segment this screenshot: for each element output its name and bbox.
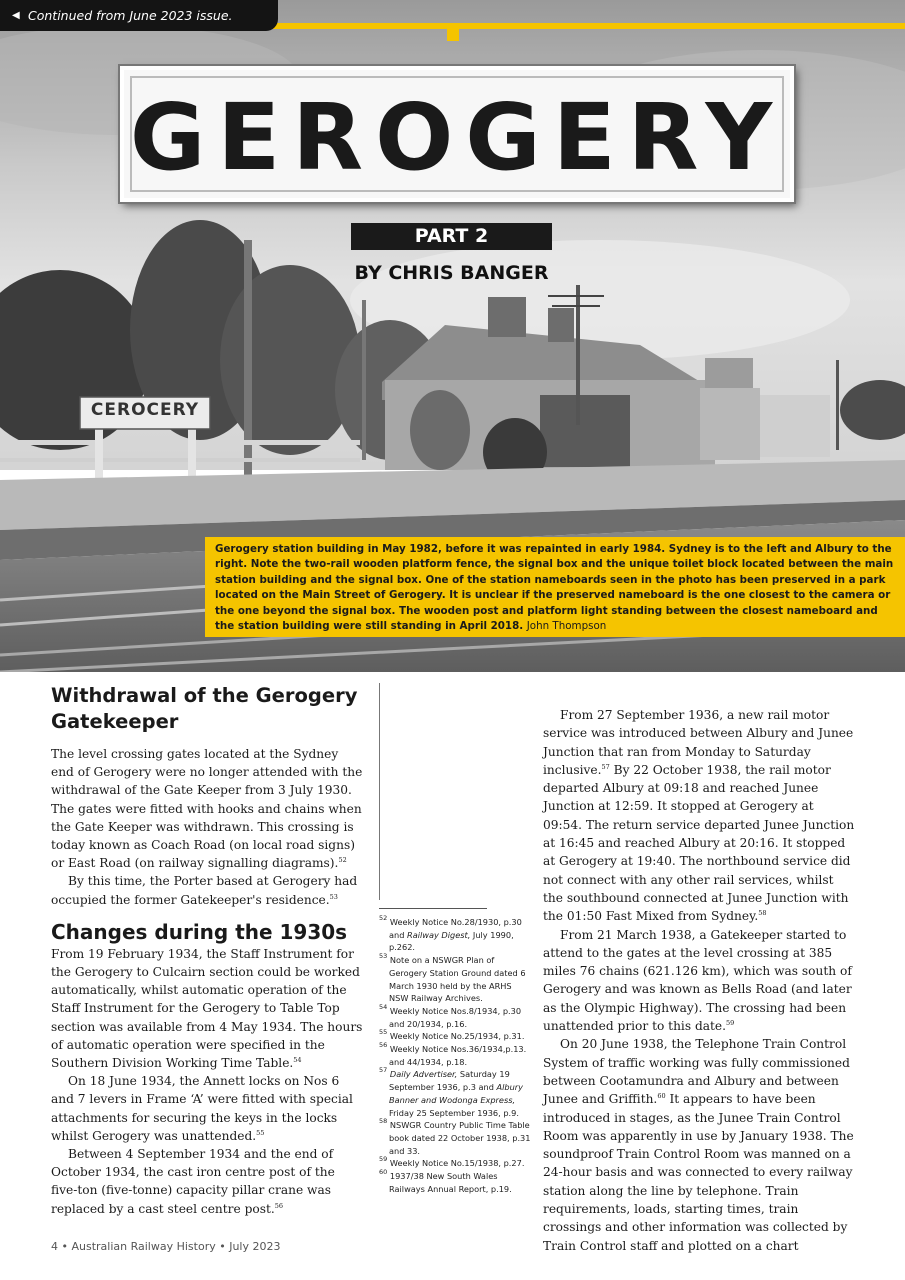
section-heading-1930s: Changes during the 1930s bbox=[51, 919, 348, 944]
header-rule bbox=[270, 23, 905, 29]
page-folio: 4 • Australian Railway History • July 2023 bbox=[51, 1240, 281, 1253]
footnote: $^{54}$ Weekly Notice Nos.8/1934, p.30 and 20/1934, p.16. bbox=[379, 1002, 522, 1029]
footnote-ref: 57 bbox=[601, 762, 610, 771]
footnote: $^{55}$ Weekly Notice No.25/1934, p.31. bbox=[379, 1028, 525, 1042]
paragraph: From 27 September 1936, a new rail motor service was introduced between Albury and Junee Junction that ran from Monday to Saturday inclusive.$^{57}$ By 22 October 1938, the rail motor departed Albury at 09:18 and reached Junee Junction at 12:59. It stopped at Gerogery at 09:54. The return service departed Junee Junction at 16:45 and reached Albury at 20:16. It stopped at Gerogery at 19:40. The northbound service did not connect with any other rail services, whilst the southbound connected at Junee Junction with the 01:50 Fast Mixed from Sydney.$^{58}$ bbox=[543, 708, 855, 924]
caption-text: Gerogery station building in May 1982, before it was repainted in early 1984. Sydney is to the left and Albury to the right. Note the two-rail wooden platform fence, the signal box and the unique toilet block located between the main station building and the signal box. One of the station nameboards seen in the photo has been preserved in a park located on the Main Street of Gerogery. It is unclear if the preserved nameboard is the one closest to the camera or the one beyond the signal box. The wooden post and platform light standing between the closest nameboard and the station building were still standing in April 2018. bbox=[215, 543, 894, 633]
section-heading-gatekeeper: Withdrawal of the Gerogery Gatekeeper bbox=[51, 684, 358, 733]
footnote: $^{52}$ Weekly Notice No.28/1930, p.30 and Railway Digest, July 1990, p.262. bbox=[379, 914, 522, 953]
continued-tab bbox=[0, 0, 278, 31]
footnote: $^{58}$ NSWGR Country Public Time Table book dated 22 October 1938, p.31 and 33. bbox=[379, 1117, 531, 1156]
column-3 bbox=[543, 706, 856, 1255]
paragraph: The level crossing gates located at the Sydney end of Gerogery were no longer attended with the withdrawal of the Gate Keeper from 3 July 1930. The gates were fitted with hooks and chains when the Gate Keeper was withdrawn. This crossing is today known as Coach Road (on local road signs) or East Road (on railway signalling diagrams).$^{52}$ bbox=[51, 747, 363, 871]
footnote: $^{56}$ Weekly Notice Nos.36/1934,p.13. and 44/1934, p.18. bbox=[379, 1041, 527, 1067]
byline: BY CHRIS BANGER bbox=[354, 262, 549, 284]
paragraph: By this time, the Porter based at Gerogery had occupied the former Gatekeeper's residence.$^{53}$ bbox=[51, 874, 358, 907]
part-label: PART 2 bbox=[351, 223, 552, 250]
header-rule-notch bbox=[447, 23, 459, 41]
article-title: GEROGERY bbox=[129, 83, 785, 191]
paragraph: On 18 June 1934, the Annett locks on Nos 6 and 7 levers in Frame ‘A’ were fitted with special attachments for securing the keys in the locks whilst Gerogery was unattended.$^{55}$ bbox=[51, 1074, 353, 1143]
nameboard-text: CEROCERY bbox=[90, 400, 200, 420]
footnote-ref: 54 bbox=[293, 1056, 302, 1065]
footnote-ref: 55 bbox=[256, 1128, 265, 1137]
footnote-rule bbox=[379, 908, 487, 909]
footnotes bbox=[379, 916, 531, 1195]
footnote-ref: 59 bbox=[726, 1019, 735, 1028]
footnote-ref: 52 bbox=[338, 856, 347, 865]
footnote-ref: 56 bbox=[274, 1201, 284, 1210]
continued-label: Continued from June 2023 issue. bbox=[28, 8, 233, 23]
column-divider bbox=[379, 683, 380, 900]
photo-credit: John Thompson bbox=[526, 620, 607, 633]
footnote-ref: 53 bbox=[329, 892, 338, 901]
footnote: $^{53}$ Note on a NSWGR Plan of Gerogery Station Ground dated 6 March 1930 held by the ARHS NSW Railway Archives. bbox=[379, 952, 526, 1004]
paragraph: From 19 February 1934, the Staff Instrument for the Gerogery to Culcairn section could be worked automatically, whilst automatic operation of the Staff Instrument for the Gerogery to Table Top section was available from 4 May 1934. The hours of automatic operation were specified in the Southern Division Working Time Table.$^{54}$ bbox=[51, 946, 363, 1071]
paragraph: On 20 June 1938, the Telephone Train Control System of traffic working was fully commissioned between Cootamundra and Albury and between Junee and Griffith.$^{60}$ It appears to have been introduced in stages, as the Junee Train Control Room was apparently in use by January 1938. The soundproof Train Control Room was manned on a 24-hour basis and was connected to every railway station along the line by telephone. Train requirements, loads, starting times, train crossings and other information was collected by Train Control staff and plotted on a chart bbox=[543, 1037, 854, 1253]
paragraph: From 21 March 1938, a Gatekeeper started to attend to the gates at the level crossing at 385 miles 76 chains (621.126 km), which was south of Gerogery and was known as Bells Road (and later as the Olympic Highway). The crossing had been unattended prior to this date.$^{59}$ bbox=[543, 927, 852, 1034]
footnote: $^{57}$ Daily Advertiser, Saturday 19 September 1936, p.3 and Albury Banner and Wodonga Express, Friday 25 September 1936, p.9. bbox=[379, 1066, 524, 1118]
paragraph: Between 4 September 1934 and the end of October 1934, the cast iron centre post of the five-ton (five-tonne) capacity pillar crane was replaced by a cast steel centre post.$^{56}$ bbox=[51, 1147, 335, 1216]
triangle-left-icon: ◀ bbox=[12, 10, 20, 21]
footnote-ref: 60 bbox=[657, 1092, 666, 1101]
footnote-ref: 58 bbox=[758, 909, 767, 918]
photo-caption bbox=[205, 537, 905, 637]
footnote: $^{60}$ 1937/38 New South Wales Railways Annual Report, p.19. bbox=[379, 1168, 512, 1194]
title-board bbox=[120, 66, 794, 202]
column-1 bbox=[51, 683, 363, 1218]
footnote: $^{59}$ Weekly Notice No.15/1938, p.27. bbox=[379, 1155, 525, 1169]
